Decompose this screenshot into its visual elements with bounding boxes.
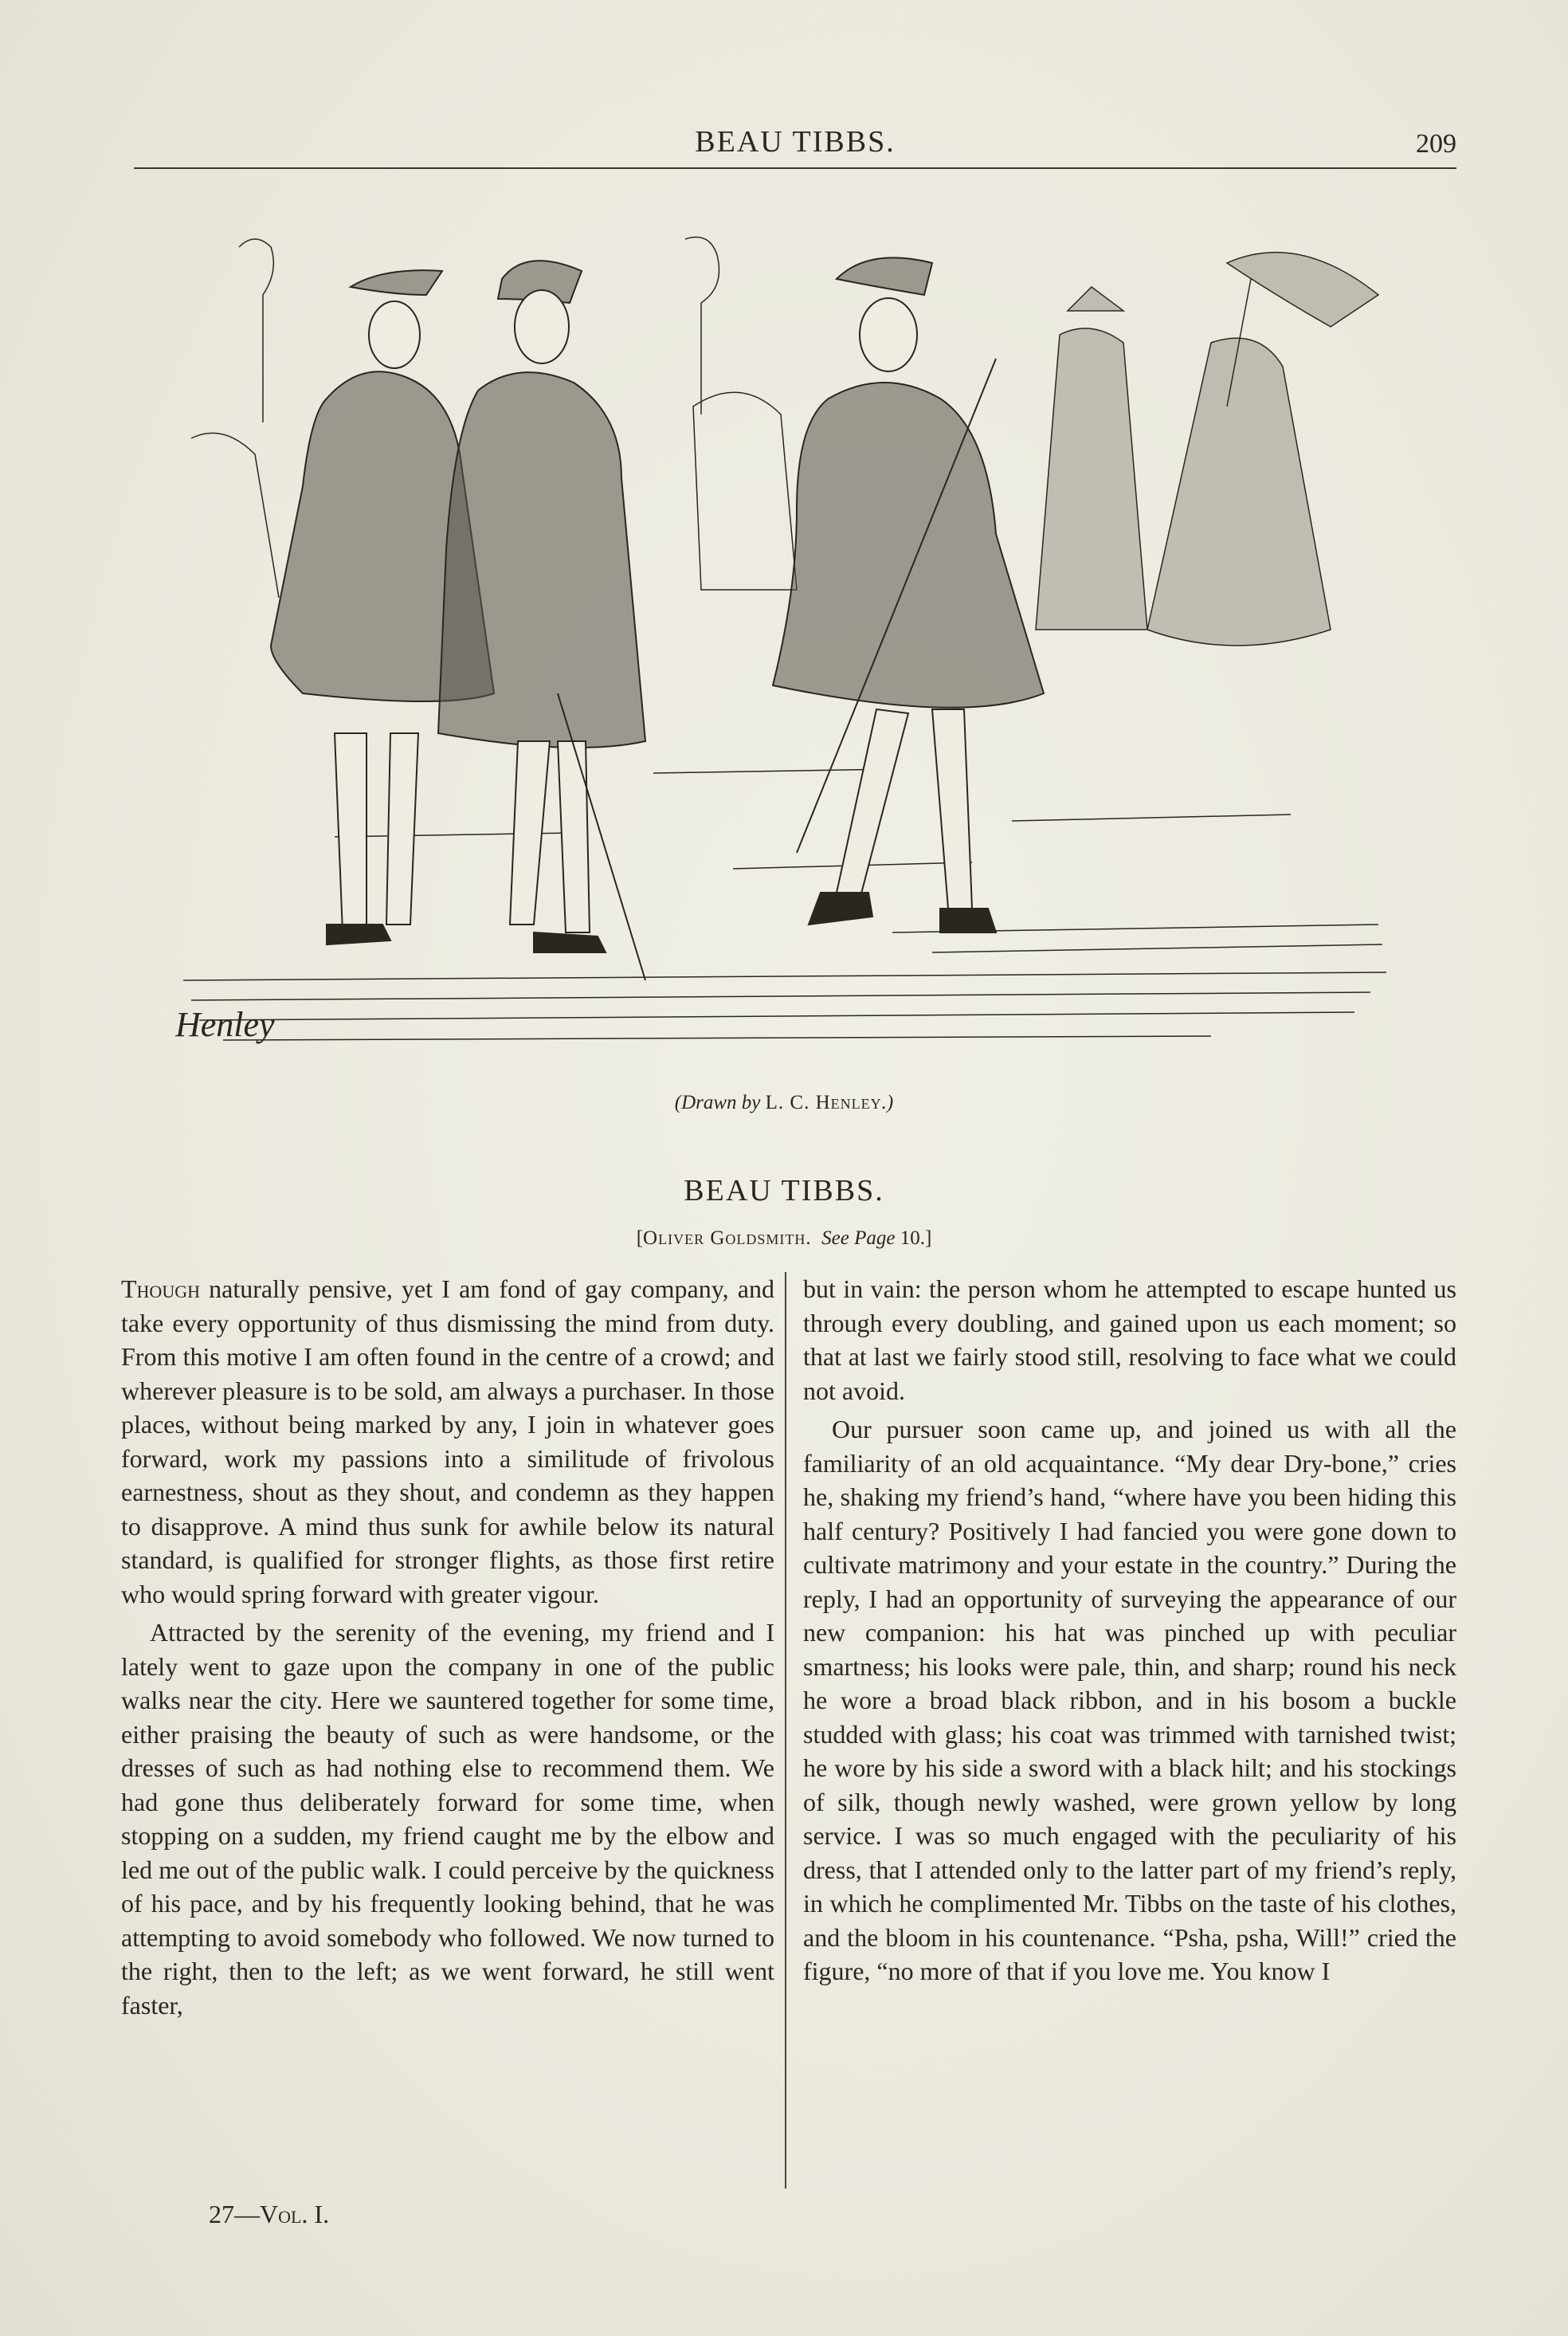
figure-beau-tibbs <box>773 257 1044 932</box>
running-header <box>134 120 1456 169</box>
paragraph <box>803 1272 1456 1407</box>
text-column-left <box>121 1272 774 2022</box>
engraving-illustration <box>175 215 1402 1076</box>
caption-prefix: (Drawn by <box>674 1092 766 1113</box>
attribution-page: 10.] <box>900 1227 932 1249</box>
article-title: BEAU TIBBS. <box>684 1174 884 1207</box>
paragraph <box>121 1616 774 2022</box>
signature-number: 27— <box>209 2200 260 2228</box>
paragraph-lead-word: Though <box>121 1274 200 1303</box>
page-number: 209 <box>1416 129 1456 159</box>
paragraph-text: Our pursuer soon came up, and joined us with all the familiarity of an old acquaintance. “My dear Dry-bone,” cries he, shaking my friend’s hand, “where have you been hiding this half century? Positively I had fancied you were gone down to cultivate matrimony and your estate in the country.” During the reply, I had an opportunity of surveying the appearance of our new companion: his hat was pinched up with peculiar smartness; his looks were pale, thin, and sharp; round his neck he wore a broad black ribbon, and in his bosom a buckle studded with glass; his coat was trimmed with tarnished twist; he wore by his side a sword with a black hilt; and his stockings of silk, though newly washed, were grown yellow by long service. I was so much engaged with the peculiarity of his dress, that I attended only to the latter part of my friend’s reply, in which he complimented Mr. Tibbs on the taste of his clothes, and the bloom in his countenance. “Psha, psha, Will!” cried the figure, “no more of that if you love me. You know I <box>803 1415 1456 1985</box>
paragraph-text: Attracted by the serenity of the evening, my friend and I lately went to gaze upon the company in one of the public walks near the city. Here we sauntered together for some time, either praising the beauty of such as were handsome, or the dresses of such as had nothing else to recommend them. We had gone thus deliberately forward for some time, when stopping on a sudden, my friend caught me by the elbow and led me out of the public walk. I could perceive by the quickness of his pace, and by his frequently looking behind, that he was attempting to avoid somebody who followed. We now turned to the right, then to the left; as we went forward, he still went faster, <box>121 1618 774 2020</box>
figure-middle-gentleman <box>438 261 645 980</box>
artist-signature: Henley <box>175 1005 275 1044</box>
printer-signature <box>209 2200 329 2229</box>
signature-volume: Vol. I. <box>260 2200 330 2228</box>
figure-background-couple <box>1036 253 1378 646</box>
paragraph <box>803 1412 1456 1989</box>
paragraph-text: naturally pensive, yet I am fond of gay company, and take every opportunity of thus dismissing the mind from duty. From this motive I am often found in the centre of a crowd; and wherever pleasure is to be sold, am always a purchaser. In those places, without being marked by any, I join in whatever goes forward, work my passions into a similitude of frivolous earnestness, shout as they shout, and condemn as they happen to disapprove. A mind thus sunk for awhile below its natural standard, is qualified for stronger flights, as those first retire who would spring forward with greater vigour. <box>121 1274 774 1608</box>
article-attribution <box>0 1227 1568 1250</box>
paragraph-text: but in vain: the person whom he attempted to escape hunted us through every doubling, and gained upon us each moment; so that at last we fairly stood still, resolving to face what we could not avoid. <box>803 1274 1456 1405</box>
caption-artist: L. C. Henley <box>765 1092 882 1113</box>
column-divider <box>785 1272 786 2189</box>
paragraph <box>121 1272 774 1611</box>
text-column-right <box>803 1272 1456 1989</box>
caption-suffix: .) <box>881 1092 894 1113</box>
illustration-caption <box>0 1092 1568 1114</box>
attribution-author: Oliver Goldsmith. <box>643 1227 812 1249</box>
attribution-see-page: See Page <box>821 1227 896 1249</box>
attribution-open: [ <box>636 1227 644 1249</box>
running-title: BEAU TIBBS. <box>695 125 896 159</box>
